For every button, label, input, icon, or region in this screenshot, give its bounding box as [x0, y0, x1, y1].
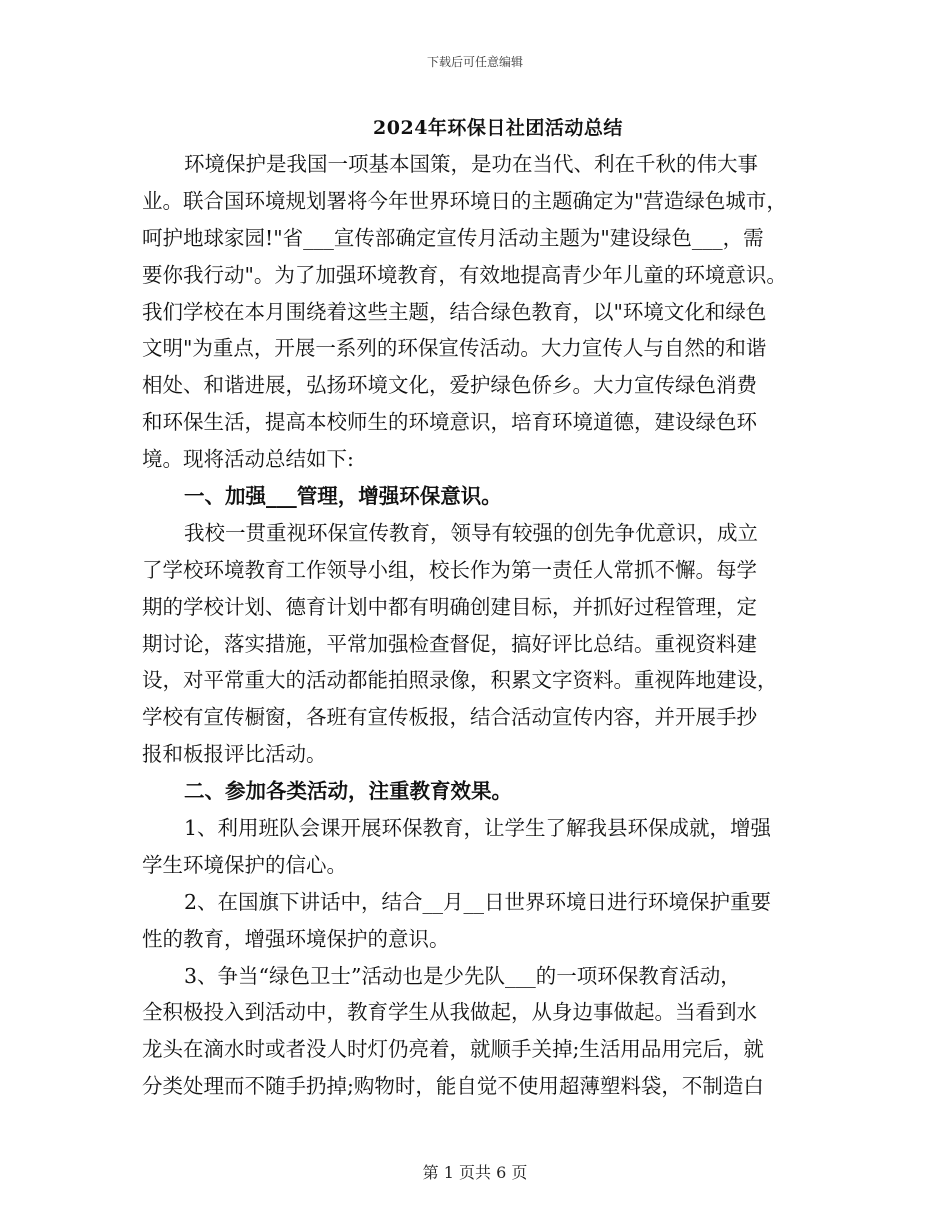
- text-line: 业。联合国环境规划署将今年世界环境日的主题确定为"营造绿色城市，: [142, 188, 787, 213]
- text-line: 报和板报评比活动。: [142, 742, 327, 767]
- document-title: 2024年环保日社团活动总结: [373, 117, 623, 139]
- text-line: 呵护地球家园!"省___宣传部确定宣传月活动主题为"建设绿色___，需: [142, 225, 764, 250]
- text-line: 学生环境保护的信心。: [142, 852, 347, 877]
- text-line: 期的学校计划、德育计划中都有明确创建目标，并抓好过程管理，定: [142, 594, 757, 619]
- text-line: 1、利用班队会课开展环保教育，让学生了解我县环保成就，增强: [184, 816, 772, 841]
- text-line: 了学校环境教育工作领导小组，校长作为第一责任人常抓不懈。每学: [142, 557, 757, 582]
- section-heading: 一、加强___管理，增强环保意识。: [184, 484, 502, 509]
- text-line: 期讨论，落实措施，平常加强检查督促，搞好评比总结。重视资料建: [142, 631, 757, 656]
- text-line: 3、争当“绿色卫士”活动也是少先队___的一项环保教育活动，: [184, 963, 741, 988]
- text-line: 龙头在滴水时或者没人时灯仍亮着，就顺手关掉;生活用品用完后，就: [142, 1037, 764, 1062]
- text-line: 全积极投入到活动中，教育学生从我做起，从身边事做起。当看到水: [142, 1000, 757, 1025]
- text-line: 我校一贯重视环保宣传教育，领导有较强的创先争优意识，成立: [184, 520, 758, 545]
- text-line: 学校有宣传橱窗，各班有宣传板报，结合活动宣传内容，并开展手抄: [142, 705, 757, 730]
- text-line: 境。现将活动总结如下:: [142, 447, 354, 472]
- text-line: 相处、和谐进展，弘扬环境文化，爱护绿色侨乡。大力宣传绿色消费: [142, 373, 757, 398]
- text-line: 分类处理而不随手扔掉;购物时，能自觉不使用超薄塑料袋，不制造白: [142, 1074, 764, 1099]
- text-line: 和环保生活，提高本校师生的环境意识，培育环境道德，建设绿色环: [142, 410, 757, 435]
- text-line: 设，对平常重大的活动都能拍照录像，积累文字资料。重视阵地建设，: [142, 668, 778, 693]
- text-line: 环境保护是我国一项基本国策，是功在当代、利在千秋的伟大事: [184, 152, 758, 176]
- text-line: 要你我行动"。为了加强环境教育，有效地提高青少年儿童的环境意识。: [142, 262, 787, 287]
- page-footer: 第 1 页共 6 页: [422, 1163, 528, 1182]
- section-heading: 二、参加各类活动，注重教育效果。: [184, 779, 512, 804]
- text-line: 性的教育，增强环境保护的意识。: [142, 926, 450, 951]
- text-line: 我们学校在本月围绕着这些主题，结合绿色教育，以"环境文化和绿色: [142, 299, 767, 324]
- header-note: 下载后可任意编辑: [426, 55, 523, 69]
- text-line: 2、在国旗下讲话中，结合__月__日世界环境日进行环境保护重要: [184, 889, 772, 914]
- document-body: [142, 146, 812, 1105]
- text-line: 文明"为重点，开展一系列的环保宣传活动。大力宣传人与自然的和谐: [142, 336, 767, 361]
